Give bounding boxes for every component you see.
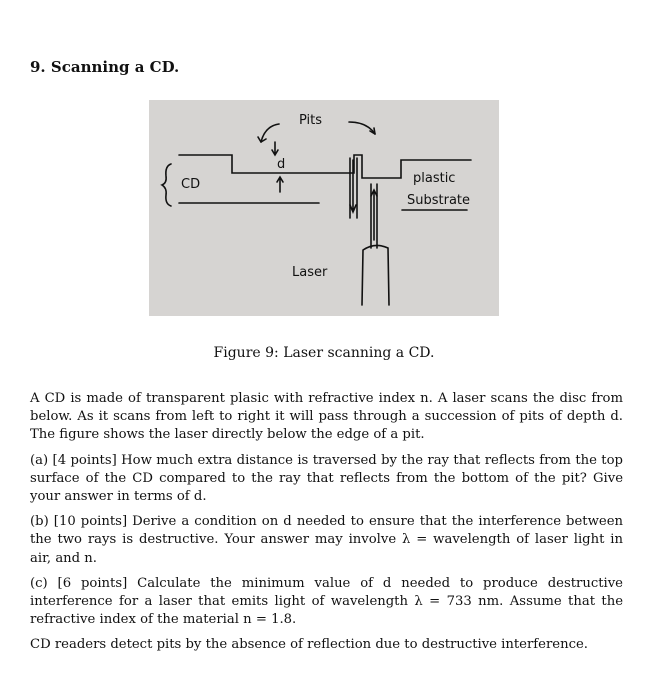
label-d: d <box>277 157 286 172</box>
hand-drawn-diagram <box>149 100 499 316</box>
problem-heading: 9. Scanning a CD. <box>30 58 180 76</box>
label-pits: Pits <box>299 113 323 128</box>
part-b: (b) [10 points] Derive a condition on d needed to ensure that the interference between the two rays is destructive. Your answer may involve λ = wavelength of laser light in air, and n. <box>30 514 623 566</box>
part-c: (c) [6 points] Calculate the minimum value of d needed to produce destructive interference for a laser that emits light of wavelength λ = 733 nm. Assume that the refractive index of the material n = 1.8. <box>30 575 623 628</box>
problem-text <box>30 390 623 662</box>
part-a: (a) [4 points] How much extra distance is traversed by the ray that reflects from the top surface of the CD compared to the ray that reflects from the bottom of the pit? Give your answer in terms of d. <box>30 452 623 505</box>
figure-caption: Figure 9: Laser scanning a CD. <box>213 345 435 361</box>
brace <box>162 164 171 206</box>
label-cd: CD <box>181 177 201 192</box>
label-laser: Laser <box>292 265 328 280</box>
closing-paragraph: CD readers detect pits by the absence of reflection due to destructive interference. <box>30 637 588 653</box>
intro-paragraph: A CD is made of transparent plasic with refractive index n. A laser scans the disc from below. As it scans from left to right it will pass through a succession of pits of depth d. The figure shows the laser directly below the edge of a pit. <box>30 391 623 443</box>
label-plastic: plastic <box>413 171 456 186</box>
figure-photo <box>149 100 499 316</box>
laser-device <box>362 245 389 305</box>
label-substrate: Substrate <box>407 193 471 208</box>
